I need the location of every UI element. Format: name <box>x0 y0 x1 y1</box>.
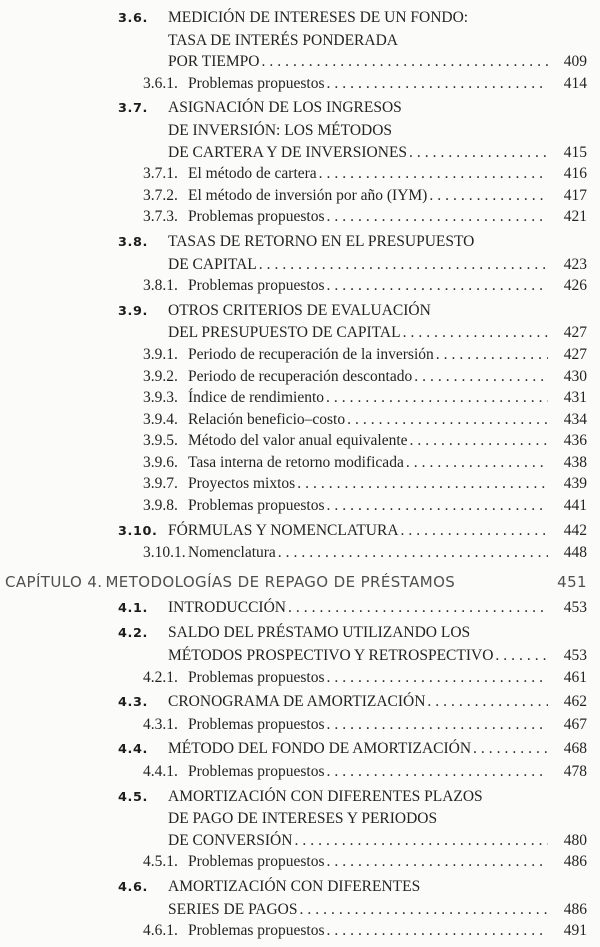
toc-line <box>118 520 587 543</box>
toc-line <box>118 876 587 899</box>
entry-title-line: DE CARTERA Y DE INVERSIONES <box>168 143 408 161</box>
page-number: 486 <box>563 900 587 918</box>
entry-number: 4.3. <box>118 695 148 711</box>
entry-title-line: TASA DE INTERÉS PONDERADA <box>168 31 398 49</box>
entry-number: 3.9.3. <box>143 389 178 407</box>
dot-leader <box>319 163 548 185</box>
toc-line <box>118 691 587 714</box>
page-number: 491 <box>563 922 587 940</box>
entry-number: 3.9.2. <box>143 367 178 385</box>
toc-entry <box>0 667 587 689</box>
toc-line <box>118 7 587 30</box>
page-number: 423 <box>563 255 587 273</box>
toc-entry <box>0 473 587 495</box>
entry-number: 3.7.2. <box>143 186 178 204</box>
toc-line <box>143 495 587 517</box>
entry-title-line: Proyectos mixtos <box>188 475 296 493</box>
toc-line <box>118 622 587 645</box>
entry-title-line: Problemas propuestos <box>188 668 325 686</box>
page-number: 480 <box>563 831 587 849</box>
toc-line <box>118 254 587 276</box>
dot-leader <box>409 142 548 164</box>
entry-number: 3.7. <box>118 101 148 117</box>
dot-leader <box>326 275 548 297</box>
entry-number: 3.10. <box>118 523 158 539</box>
entry-title-line: CRONOGRAMA DE AMORTIZACIÓN <box>168 693 426 711</box>
toc-entry <box>0 366 587 388</box>
entry-title-line: Problemas propuestos <box>188 853 325 871</box>
page-number: 415 <box>563 143 587 161</box>
dot-leader <box>436 344 548 366</box>
entry-title-line: SERIES DE PAGOS <box>168 900 298 918</box>
page-number: 438 <box>563 453 587 471</box>
toc-entry <box>0 786 587 852</box>
entry-number: 3.9.5. <box>143 432 178 450</box>
entry-title-line: OTROS CRITERIOS DE EVALUACIÓN <box>168 301 431 319</box>
entry-number: 4.3.1. <box>143 715 178 733</box>
toc-line <box>143 851 587 873</box>
dot-leader <box>326 495 548 517</box>
toc-line <box>143 920 587 942</box>
toc-entry <box>0 231 587 275</box>
toc-entry <box>0 920 587 942</box>
entry-number: 4.4.1. <box>143 763 178 780</box>
toc-line <box>143 163 587 185</box>
toc-entry <box>0 761 587 783</box>
entry-title-line: MÉTODO DEL FONDO DE AMORTIZACIÓN <box>168 740 472 758</box>
entry-number: 3.9.4. <box>143 410 178 428</box>
chapter-title: METODOLOGÍAS DE REPAGO DE PRÉSTAMOS <box>105 572 456 591</box>
toc-line <box>118 120 587 142</box>
toc-line <box>143 73 587 95</box>
dot-leader <box>326 920 548 942</box>
page-number: 430 <box>563 367 587 385</box>
toc-line <box>143 473 587 495</box>
dot-leader <box>414 366 548 388</box>
entry-title-line: MÉTODOS PROSPECTIVO Y RETROSPECTIVO <box>168 647 494 665</box>
toc-entry <box>0 570 587 594</box>
dot-leader <box>278 542 548 564</box>
page-number: 448 <box>563 544 587 562</box>
toc-line <box>143 714 587 736</box>
toc-line <box>118 645 587 667</box>
toc-line <box>143 344 587 366</box>
toc-entry <box>0 622 587 666</box>
toc-entry <box>0 597 587 620</box>
entry-title-line: Problemas propuestos <box>188 763 325 780</box>
entry-number: 4.6. <box>118 879 148 895</box>
toc-line <box>118 231 587 254</box>
toc-line <box>143 409 587 431</box>
entry-title-line: FÓRMULAS Y NOMENCLATURA <box>168 521 399 539</box>
entry-title-line: Nomenclatura <box>188 544 276 562</box>
entry-number: 3.10.1. <box>143 544 186 562</box>
toc-entry <box>0 206 587 228</box>
entry-title-line: Problemas propuestos <box>188 74 325 92</box>
dot-leader <box>410 430 548 452</box>
toc-line <box>118 786 587 809</box>
toc-line <box>118 738 587 761</box>
toc-line <box>143 366 587 388</box>
dot-leader <box>297 473 548 495</box>
entry-title-line: El método de cartera <box>188 165 317 183</box>
chapter-label: CAPÍTULO 4. <box>5 572 103 591</box>
toc-entry <box>0 691 587 714</box>
dot-leader <box>326 714 548 736</box>
toc-entry <box>0 738 587 761</box>
entry-number: 3.8.1. <box>143 277 178 295</box>
toc-entry <box>0 409 587 431</box>
toc-entry <box>0 97 587 163</box>
toc-line <box>143 275 587 297</box>
entry-title-line: AMORTIZACIÓN CON DIFERENTES <box>168 877 421 895</box>
toc-entry <box>0 452 587 474</box>
entry-title-line: AMORTIZACIÓN CON DIFERENTES PLAZOS <box>168 787 483 805</box>
page-number: 421 <box>563 208 587 226</box>
toc-entry <box>0 520 587 543</box>
entry-title-line: SALDO DEL PRÉSTAMO UTILIZANDO LOS <box>168 624 471 642</box>
entry-title-line: Periodo de recuperación de la inversión <box>188 345 434 363</box>
dot-leader <box>495 645 548 667</box>
toc-line <box>118 322 587 344</box>
page-number: 453 <box>563 647 587 665</box>
toc-entry <box>0 185 587 207</box>
page-number: 478 <box>563 763 587 780</box>
entry-title-line: DEL PRESUPUESTO DE CAPITAL <box>168 324 401 342</box>
toc-entry <box>0 714 587 736</box>
dot-leader <box>473 738 548 760</box>
entry-number: 3.9. <box>118 303 148 319</box>
page-number: 468 <box>563 740 587 758</box>
entry-title-line: INTRODUCCIÓN <box>168 598 286 616</box>
page-number: 461 <box>563 668 587 686</box>
toc-line <box>143 387 587 409</box>
page-number: 467 <box>563 715 587 733</box>
page-number: 486 <box>563 853 587 871</box>
page-number: 427 <box>563 345 587 363</box>
dot-leader <box>326 667 548 689</box>
dot-leader <box>427 691 548 713</box>
page-number: 434 <box>563 410 587 428</box>
entry-number: 4.6.1. <box>143 922 178 940</box>
entry-title-line: Problemas propuestos <box>188 922 325 940</box>
entry-number: 4.5.1. <box>143 853 178 871</box>
toc-entry <box>0 275 587 297</box>
entry-number: 3.9.6. <box>143 453 178 471</box>
toc-entry <box>0 300 587 344</box>
entry-title-line: Problemas propuestos <box>188 208 325 226</box>
dot-leader <box>259 254 548 276</box>
entry-number: 4.2. <box>118 626 148 642</box>
toc-line <box>118 300 587 323</box>
dot-leader <box>326 73 548 95</box>
entry-title-line: ASIGNACIÓN DE LOS INGRESOS <box>168 99 402 117</box>
entry-title-line: TASAS DE RETORNO EN EL PRESUPUESTO <box>168 232 475 250</box>
page-number: 416 <box>563 165 587 183</box>
entry-title-line: MEDICIÓN DE INTERESES DE UN FONDO: <box>168 9 469 26</box>
toc-entry <box>0 344 587 366</box>
page-number: 442 <box>563 521 587 539</box>
page-number: 409 <box>563 53 587 71</box>
toc-line <box>118 142 587 164</box>
entry-number: 3.8. <box>118 234 148 250</box>
entry-title-line: POR TIEMPO <box>168 53 260 71</box>
dot-leader <box>326 206 548 228</box>
dot-leader <box>326 761 548 783</box>
toc-line <box>118 30 587 52</box>
dot-leader <box>406 452 548 474</box>
page-number: 427 <box>563 324 587 342</box>
page-number: 417 <box>563 186 587 204</box>
entry-title-line: Índice de rendimiento <box>188 389 325 407</box>
toc-entry <box>0 387 587 409</box>
toc-line <box>143 542 587 564</box>
toc-line <box>143 185 587 207</box>
entry-title-line: Problemas propuestos <box>188 715 325 733</box>
dot-leader <box>294 830 548 852</box>
dot-leader <box>288 597 548 619</box>
entry-title-line: Relación beneficio–costo <box>188 410 346 428</box>
entry-title-line: Problemas propuestos <box>188 497 325 515</box>
dot-leader <box>403 322 548 344</box>
entry-title-line: Periodo de recuperación descontado <box>188 367 413 385</box>
page-number: 439 <box>563 475 587 493</box>
dot-leader <box>326 851 548 873</box>
toc-entry <box>0 73 587 95</box>
toc-line <box>118 899 587 921</box>
entry-number: 3.6.1. <box>143 74 178 92</box>
entry-number: 3.7.3. <box>143 208 178 226</box>
entry-title-line: Método del valor anual equivalente <box>188 432 408 450</box>
toc-line <box>143 761 587 783</box>
entry-number: 3.9.7. <box>143 475 178 493</box>
toc-entry <box>0 7 587 73</box>
toc-entry <box>0 430 587 452</box>
dot-leader <box>347 409 548 431</box>
dot-leader <box>429 185 548 207</box>
toc-entry <box>0 876 587 920</box>
entry-number: 4.2.1. <box>143 668 178 686</box>
toc-line <box>118 51 587 73</box>
dot-leader <box>261 51 548 73</box>
dot-leader <box>300 899 549 921</box>
page-number: 426 <box>563 277 587 295</box>
entry-number: 3.6. <box>118 11 148 26</box>
chapter-page-number: 451 <box>557 572 587 591</box>
entry-title-line: Tasa interna de retorno modificada <box>188 453 404 471</box>
entry-number: 4.5. <box>118 789 148 805</box>
toc-line <box>143 430 587 452</box>
toc-line <box>118 830 587 852</box>
entry-title-line: Problemas propuestos <box>188 277 325 295</box>
toc-entry <box>0 542 587 564</box>
page-number: 436 <box>563 432 587 450</box>
entry-title-line: DE CAPITAL <box>168 255 257 273</box>
entry-number: 4.4. <box>118 742 148 758</box>
dot-leader <box>401 520 548 542</box>
toc-line <box>5 570 587 594</box>
page-number: 431 <box>563 389 587 407</box>
toc-line <box>143 667 587 689</box>
entry-title-line: DE INVERSIÓN: LOS MÉTODOS <box>168 121 393 139</box>
entry-number: 3.9.1. <box>143 345 178 363</box>
toc-entry <box>0 495 587 517</box>
entry-title-line: DE PAGO DE INTERESES Y PERIODOS <box>168 810 438 828</box>
page-number: 414 <box>563 74 587 92</box>
entry-number: 3.7.1. <box>143 165 178 183</box>
toc-line <box>143 452 587 474</box>
toc-line <box>118 808 587 830</box>
page-number: 441 <box>563 497 587 515</box>
entry-title-line: El método de inversión por año (IYM) <box>188 186 428 204</box>
toc-line <box>118 597 587 620</box>
page-number: 462 <box>563 693 587 711</box>
toc-entry <box>0 163 587 185</box>
toc-line <box>118 97 587 120</box>
entry-number: 3.9.8. <box>143 497 178 515</box>
toc-entry <box>0 851 587 873</box>
entry-number: 4.1. <box>118 600 148 616</box>
entry-title-line: DE CONVERSIÓN <box>168 831 293 849</box>
toc-line <box>143 206 587 228</box>
page-number: 453 <box>563 598 587 616</box>
dot-leader <box>326 387 548 409</box>
